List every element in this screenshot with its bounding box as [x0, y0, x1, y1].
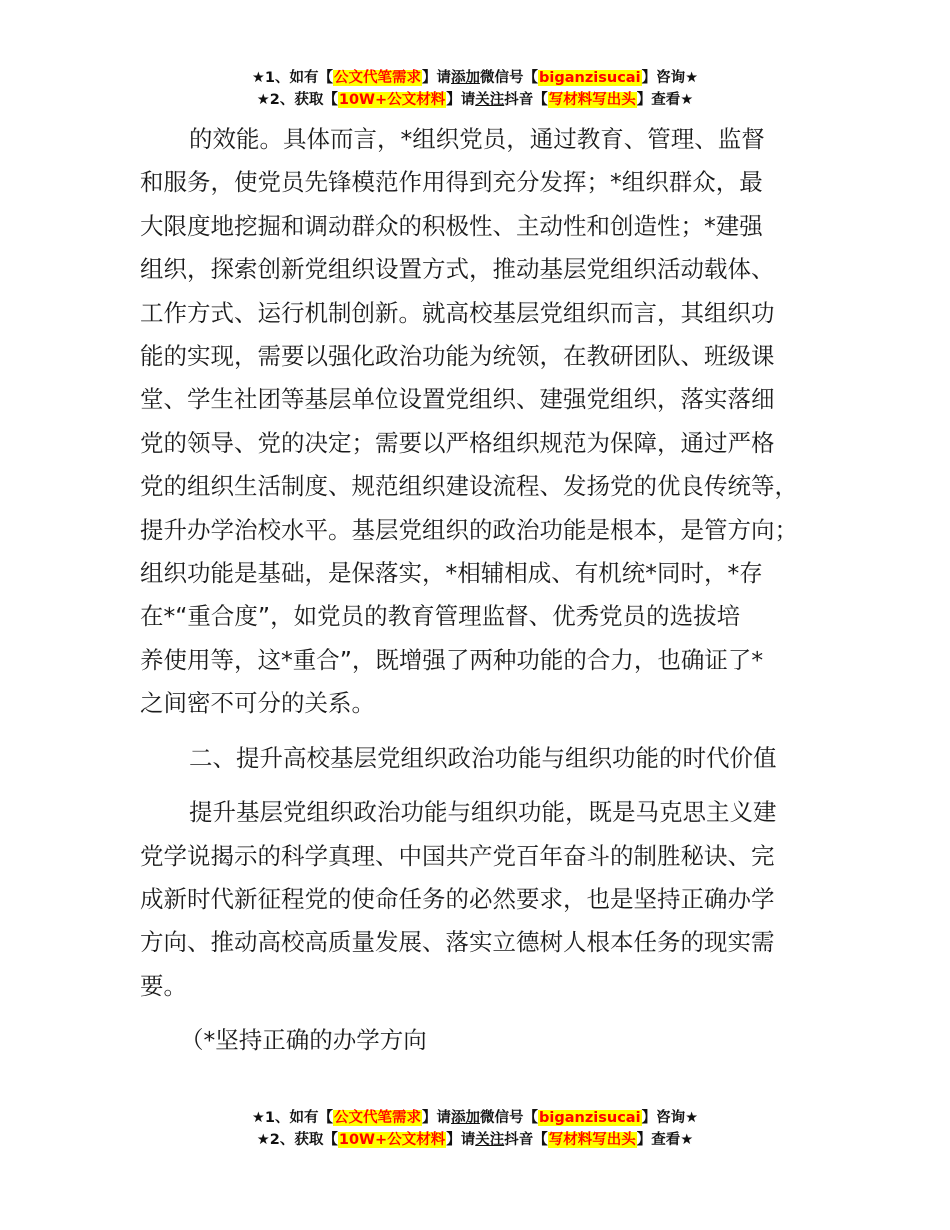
- header-banner: [0, 67, 950, 111]
- text-line: 能的实现，需要以强化政治功能为统领，在教研团队、班级课: [140, 342, 775, 371]
- highlight-ghostwriting: 公文代笔需求: [334, 70, 422, 86]
- text-line: 养使用等，这*重合”，既增强了两种功能的合力，也确证了*: [140, 645, 764, 674]
- banner-text: ★1、如有【: [251, 70, 334, 86]
- banner-text: 抖音【: [504, 1132, 548, 1148]
- text-line: 提升基层党组织政治功能与组织功能，既是马克思主义建: [189, 798, 777, 827]
- underlined-add: 添加: [451, 1110, 481, 1126]
- text-line: 组织，探索创新党组织设置方式，推动基层党组织活动载体、: [140, 255, 775, 284]
- banner-text: 】请: [422, 70, 452, 86]
- banner-line-2: [0, 1129, 950, 1151]
- text-line: 和服务，使党员先锋模范作用得到充分发挥；*组织群众，最: [140, 168, 763, 197]
- text-line: 提升办学治校水平。基层党组织的政治功能是根本，是管方向；: [140, 515, 798, 544]
- heading-text: 二、提升高校基层党组织政治功能与组织功能的时代价值: [189, 743, 777, 772]
- banner-text: 微信号【: [480, 70, 539, 86]
- banner-text: 】查看★: [636, 92, 694, 108]
- banner-text: ★2、获取【: [256, 92, 338, 108]
- banner-text: 】查看★: [636, 1132, 694, 1148]
- highlight-ghostwriting: 公文代笔需求: [334, 1110, 422, 1126]
- banner-text: 】请: [446, 92, 476, 108]
- text-line: 的效能。具体而言，*组织党员，通过教育、管理、监督: [189, 125, 765, 153]
- text-line: 党学说揭示的科学真理、中国共产党百年奋斗的制胜秘诀、完: [140, 841, 775, 870]
- banner-text: 】请: [422, 1110, 452, 1126]
- banner-text: ★1、如有【: [251, 1110, 334, 1126]
- banner-text: 】咨询★: [641, 1110, 699, 1126]
- document-body: [140, 118, 830, 1063]
- banner-text: 】咨询★: [641, 70, 699, 86]
- paragraph-era-value: [140, 791, 830, 1008]
- highlight-douyin-account: 写材料写出头: [548, 92, 636, 108]
- banner-text: ★2、获取【: [256, 1132, 338, 1148]
- paragraph-organizational-function: [140, 118, 830, 726]
- highlight-wechat-id: biganzisucai: [539, 1110, 641, 1126]
- text-line: 之间密不可分的关系。: [140, 689, 375, 718]
- section-heading-2: [140, 737, 830, 780]
- text-line: 党的领导、党的决定；需要以严格组织规范为保障，通过严格: [140, 428, 775, 457]
- highlight-materials: 10W+公文材料: [338, 92, 446, 108]
- text-line: 成新时代新征程党的使命任务的必然要求，也是坚持正确办学: [140, 884, 775, 913]
- text-line: 工作方式、运行机制创新。就高校基层党组织而言，其组织功: [140, 298, 775, 327]
- banner-line-2: [0, 89, 950, 111]
- banner-line-1: [0, 67, 950, 89]
- highlight-wechat-id: biganzisucai: [539, 70, 641, 86]
- footer-banner: [0, 1107, 950, 1151]
- underlined-follow: 关注: [475, 1132, 505, 1148]
- text-line: 大限度地挖掘和调动群众的积极性、主动性和创造性；*建强: [140, 211, 763, 240]
- text-line: 在*“重合度”，如党员的教育管理监督、优秀党员的选拔培: [140, 602, 741, 631]
- subsection-heading: [140, 1019, 830, 1062]
- text-line: 组织功能是基础，是保落实，*相辅相成、有机统*同时，*存: [140, 559, 763, 588]
- underlined-add: 添加: [451, 70, 481, 86]
- text-line: 方向、推动高校高质量发展、落实立德树人根本任务的现实需: [140, 928, 775, 957]
- underlined-follow: 关注: [475, 92, 505, 108]
- text-line: 堂、学生社团等基层单位设置党组织、建强党组织，落实落细: [140, 385, 775, 414]
- banner-line-1: [0, 1107, 950, 1129]
- text-line: 要。: [140, 971, 187, 1000]
- banner-text: 抖音【: [504, 92, 548, 108]
- highlight-douyin-account: 写材料写出头: [548, 1132, 636, 1148]
- highlight-materials: 10W+公文材料: [338, 1132, 446, 1148]
- heading-text: （*坚持正确的办学方向: [180, 1026, 427, 1055]
- text-line: 党的组织生活制度、规范组织建设流程、发扬党的优良传统等，: [140, 472, 798, 501]
- banner-text: 】请: [446, 1132, 476, 1148]
- banner-text: 微信号【: [480, 1110, 539, 1126]
